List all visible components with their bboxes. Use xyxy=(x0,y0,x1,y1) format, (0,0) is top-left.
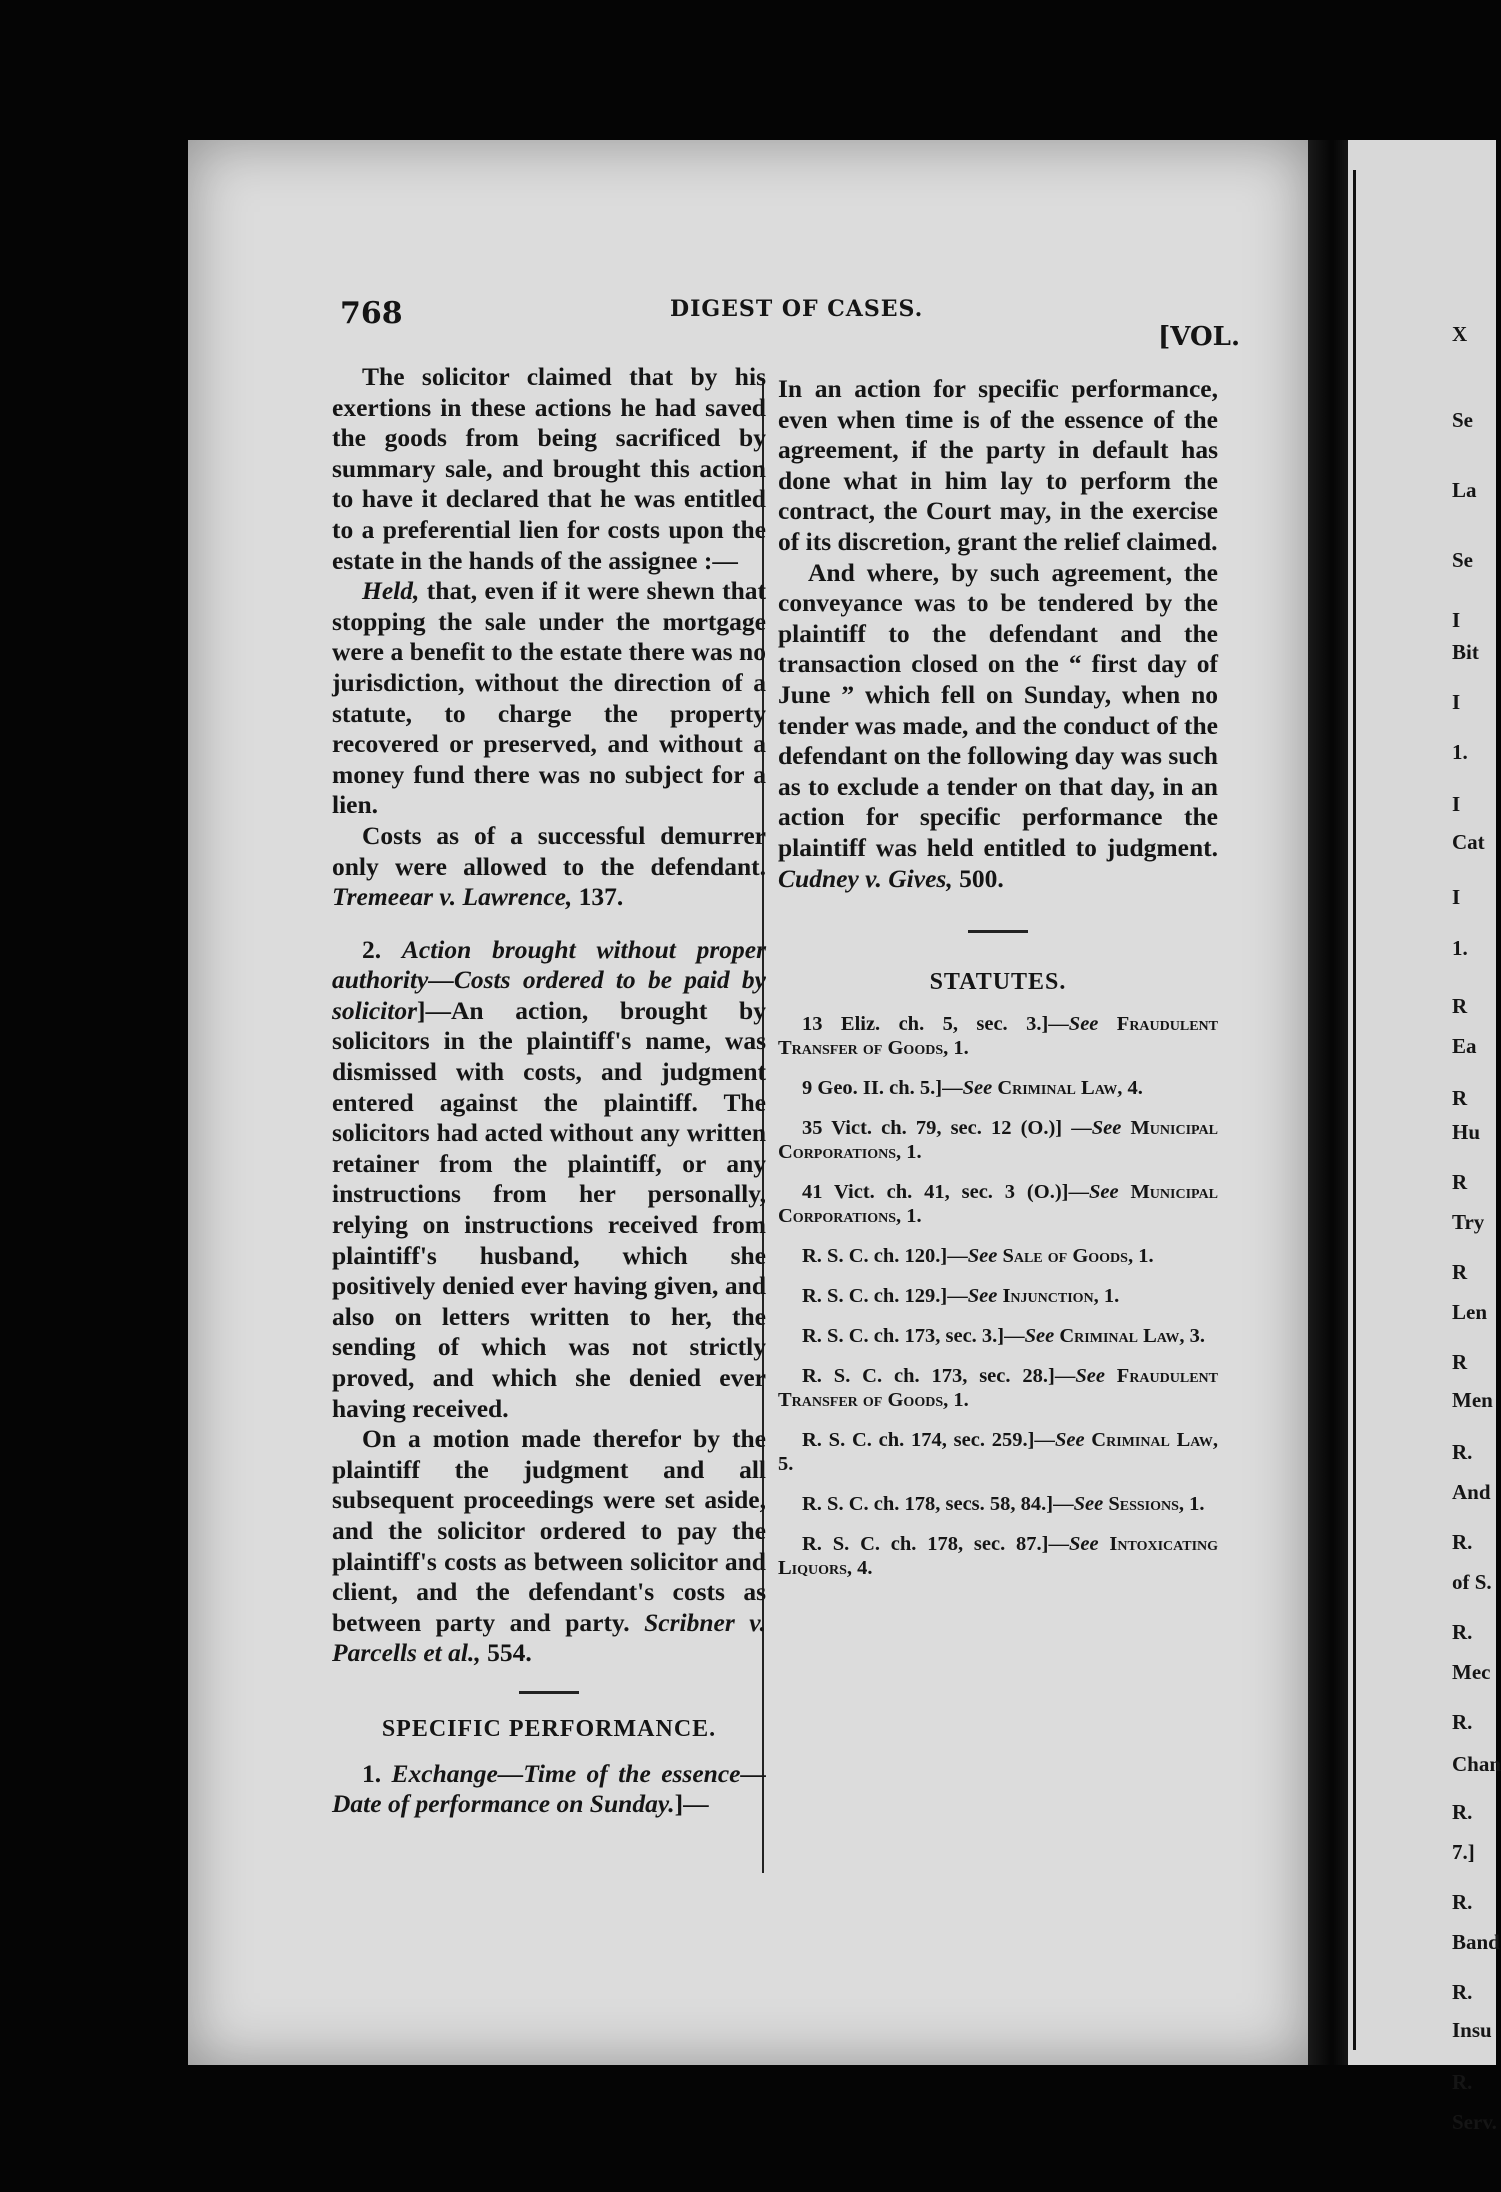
right-column xyxy=(778,374,1218,1596)
paragraph-text: ]—An action, brought by solicitors in the plaintiff's name, was dismissed with costs, and judgment entered against the plaintiff. The solicitors had acted without any written retainer from the plaintiff, or any instructions from her personally, relying on instructions received from plaintiff's husband, which she positively denied ever having given, and also on letters written to her, the sending of which was not strictly proved, and which she denied ever having received. xyxy=(332,995,766,1423)
statute-entry xyxy=(778,1364,1218,1412)
statutes-list xyxy=(778,1012,1218,1580)
statute-target: Municipal Corporations, 1. xyxy=(778,1116,1218,1163)
adjacent-page-border xyxy=(1353,170,1356,2050)
fragment-text: Serv. xyxy=(1452,2110,1497,2134)
paragraph-text: On a motion made therefor by the plaintiff the judgment and all subsequent proceedings were set aside, and the solicitor ordered to pay the plaintiff's costs as between solicitor and client, and the defendant's costs as between party and party. xyxy=(332,1424,766,1637)
statute-target: Fraudulent Transfer of Goods, 1. xyxy=(778,1364,1218,1411)
paragraph xyxy=(332,935,766,1425)
fragment-text: Mec xyxy=(1452,1660,1491,1684)
see-label: See xyxy=(1069,1532,1110,1555)
statute-target: Criminal Law, 4. xyxy=(997,1076,1143,1099)
statute-ref: R. S. C. ch. 129.]— xyxy=(802,1284,968,1307)
paragraph: In an action for specific performance, even when time is of the essence of the agreement, if the party in default has done what in him lay to perform the contract, the Court may, in the exercise of its discretion, grant the relief claimed. xyxy=(778,374,1218,556)
fragment-text: Chan xyxy=(1452,1752,1501,1776)
paragraph-text: Costs as of a successful demurrer only were allowed to the defendant. xyxy=(332,820,766,881)
held-label: Held, xyxy=(362,576,420,606)
left-column xyxy=(332,362,766,1820)
statute-entry xyxy=(778,1116,1218,1164)
statute-target: Fraudulent Transfer of Goods, 1. xyxy=(778,1012,1218,1059)
paragraph xyxy=(332,1424,766,1669)
statute-entry xyxy=(778,1244,1218,1268)
see-label: See xyxy=(1054,1428,1092,1451)
fragment-text: R xyxy=(1452,1086,1468,1110)
fragment-text: Cat xyxy=(1452,830,1485,854)
fragment-text: And xyxy=(1452,1480,1491,1504)
see-label: See xyxy=(1024,1324,1060,1347)
statute-ref: 41 Vict. ch. 41, sec. 3 (O.)]— xyxy=(802,1180,1089,1203)
statute-entry xyxy=(778,1324,1218,1348)
statute-ref: R. S. C. ch. 173, sec. 3.]— xyxy=(802,1324,1025,1347)
statute-entry xyxy=(778,1492,1218,1516)
case-name: Scribner v. Parcells et al., xyxy=(332,1607,766,1668)
statute-target: Intoxicating Liquors, 4. xyxy=(778,1532,1219,1579)
statute-ref: 35 Vict. ch. 79, sec. 12 (O.)] — xyxy=(802,1116,1092,1139)
fragment-text: Band xyxy=(1452,1930,1500,1954)
volume-label: [VOL. xyxy=(1158,322,1240,352)
fragment-text: Try xyxy=(1452,1210,1485,1234)
statute-ref: 9 Geo. II. ch. 5.]— xyxy=(802,1076,963,1099)
fragment-text: R xyxy=(1452,1260,1468,1284)
statute-entry xyxy=(778,1180,1218,1228)
fragment-text: R. xyxy=(1452,1710,1473,1734)
statute-ref: R. S. C. ch. 178, sec. 87.]— xyxy=(802,1532,1069,1555)
see-label: See xyxy=(1073,1492,1109,1515)
statute-target: Criminal Law, 5. xyxy=(778,1428,1218,1475)
see-label: See xyxy=(1075,1364,1117,1387)
see-label: See xyxy=(967,1244,1003,1267)
running-title: DIGEST OF CASES. xyxy=(670,296,924,322)
fragment-text: Se xyxy=(1452,548,1473,572)
statute-ref: 13 Eliz. ch. 5, sec. 3.]— xyxy=(802,1012,1069,1035)
statute-target: Criminal Law, 3. xyxy=(1059,1324,1205,1347)
see-label: See xyxy=(1091,1116,1131,1139)
statute-entry xyxy=(778,1284,1218,1308)
statute-target: Injunction, 1. xyxy=(1002,1284,1120,1307)
fragment-text: R. xyxy=(1452,1890,1473,1914)
fragment-text: Se xyxy=(1452,408,1473,432)
item-number: 1. xyxy=(362,1758,382,1788)
fragment-text: R. xyxy=(1452,1440,1473,1464)
statute-target: Sale of Goods, 1. xyxy=(1002,1244,1154,1267)
see-label: See xyxy=(1088,1180,1131,1203)
fragment-text: Hu xyxy=(1452,1120,1481,1144)
section-rule xyxy=(519,1691,579,1694)
case-name: Cudney v. Gives, xyxy=(778,863,953,893)
section-heading: SPECIFIC PERFORMANCE. xyxy=(381,1715,717,1742)
paragraph-text: ]— xyxy=(674,1789,709,1819)
item-number: 2. xyxy=(362,934,382,964)
fragment-text: I xyxy=(1452,885,1461,909)
fragment-text: R. xyxy=(1452,1530,1473,1554)
fragment-text: I xyxy=(1452,690,1461,714)
statute-ref: R. S. C. ch. 120.]— xyxy=(802,1244,968,1267)
fragment-text: R. xyxy=(1452,1800,1473,1824)
statute-entry xyxy=(778,1532,1218,1580)
fragment-text: of S. xyxy=(1452,1570,1492,1594)
fragment-text: R. xyxy=(1452,1980,1473,2004)
fragment-text: 1. xyxy=(1452,740,1468,764)
fragment-text: R xyxy=(1452,1350,1468,1374)
fragment-text: Len xyxy=(1452,1300,1488,1324)
paragraph: The solicitor claimed that by his exertions in these actions he had saved the goods from being sacrificed by summary sale, and brought this action to have it declared that he was entitled to a preferential lien for costs upon the estate in the hands of the assignee :— xyxy=(332,362,766,575)
statute-target: Sessions, 1. xyxy=(1108,1492,1205,1515)
paragraph xyxy=(332,1759,766,1820)
section-rule xyxy=(968,930,1028,933)
item-heading: Exchange—Time of the essence—Date of performance on Sunday. xyxy=(332,1758,766,1819)
spacer xyxy=(332,913,766,935)
statute-entry xyxy=(778,1012,1218,1060)
statute-entry xyxy=(778,1076,1218,1100)
item-heading: Action brought without proper authority—Costs ordered to be paid by solicitor xyxy=(332,934,767,1025)
case-page: 500. xyxy=(959,863,1004,893)
case-page: 554. xyxy=(487,1638,532,1668)
paragraph-text: And where, by such agreement, the conveyance was to be tendered by the plaintiff to the defendant and the transaction closed on the “ first day of June ” which fell on Sunday, when no tender was made, and the conduct of the defendant on the following day was such as to exclude a tender on that day, in an action for specific performance the plaintiff was held entitled to judgment. xyxy=(778,557,1218,862)
fragment-text: Men xyxy=(1452,1388,1493,1412)
fragment-text: I xyxy=(1452,792,1461,816)
see-label: See xyxy=(962,1076,998,1099)
paragraph xyxy=(332,576,766,821)
paragraph xyxy=(778,558,1218,895)
statute-ref: R. S. C. ch. 173, sec. 28.]— xyxy=(802,1364,1076,1387)
fragment-text: 7.] xyxy=(1452,1840,1475,1864)
see-label: See xyxy=(1068,1012,1117,1035)
fragment-text: R. xyxy=(1452,2070,1473,2094)
fragment-text: 1. xyxy=(1452,936,1468,960)
see-label: See xyxy=(967,1284,1003,1307)
fragment-text: R xyxy=(1452,1170,1468,1194)
section-heading: STATUTES. xyxy=(929,969,1067,996)
fragment-text: X xyxy=(1452,322,1468,346)
fragment-text: R. xyxy=(1452,1620,1473,1644)
paragraph xyxy=(332,821,766,913)
fragment-text: Insu xyxy=(1452,2018,1492,2042)
fragment-text: R xyxy=(1452,994,1468,1018)
statute-entry xyxy=(778,1428,1218,1476)
fragment-text: Ea xyxy=(1452,1034,1477,1058)
fragment-text: I xyxy=(1452,608,1461,632)
paragraph-text: that, even if it were shewn that stopping the sale under the mortgage were a benefit to the estate there was no jurisdiction, without the direction of a statute, to charge the property recovered or preserved, and without a money fund there was no subject for a lien. xyxy=(332,576,767,820)
fragment-text: Bit xyxy=(1452,640,1479,664)
book-gutter xyxy=(1308,140,1348,2065)
case-name: Tremeear v. Lawrence, xyxy=(332,882,573,912)
page-number: 768 xyxy=(340,296,403,331)
fragment-text: La xyxy=(1452,478,1477,502)
statute-ref: R. S. C. ch. 178, secs. 58, 84.]— xyxy=(802,1492,1074,1515)
statute-ref: R. S. C. ch. 174, sec. 259.]— xyxy=(802,1428,1055,1451)
case-page: 137. xyxy=(578,882,624,912)
statute-target: Municipal Corporations, 1. xyxy=(778,1180,1218,1227)
